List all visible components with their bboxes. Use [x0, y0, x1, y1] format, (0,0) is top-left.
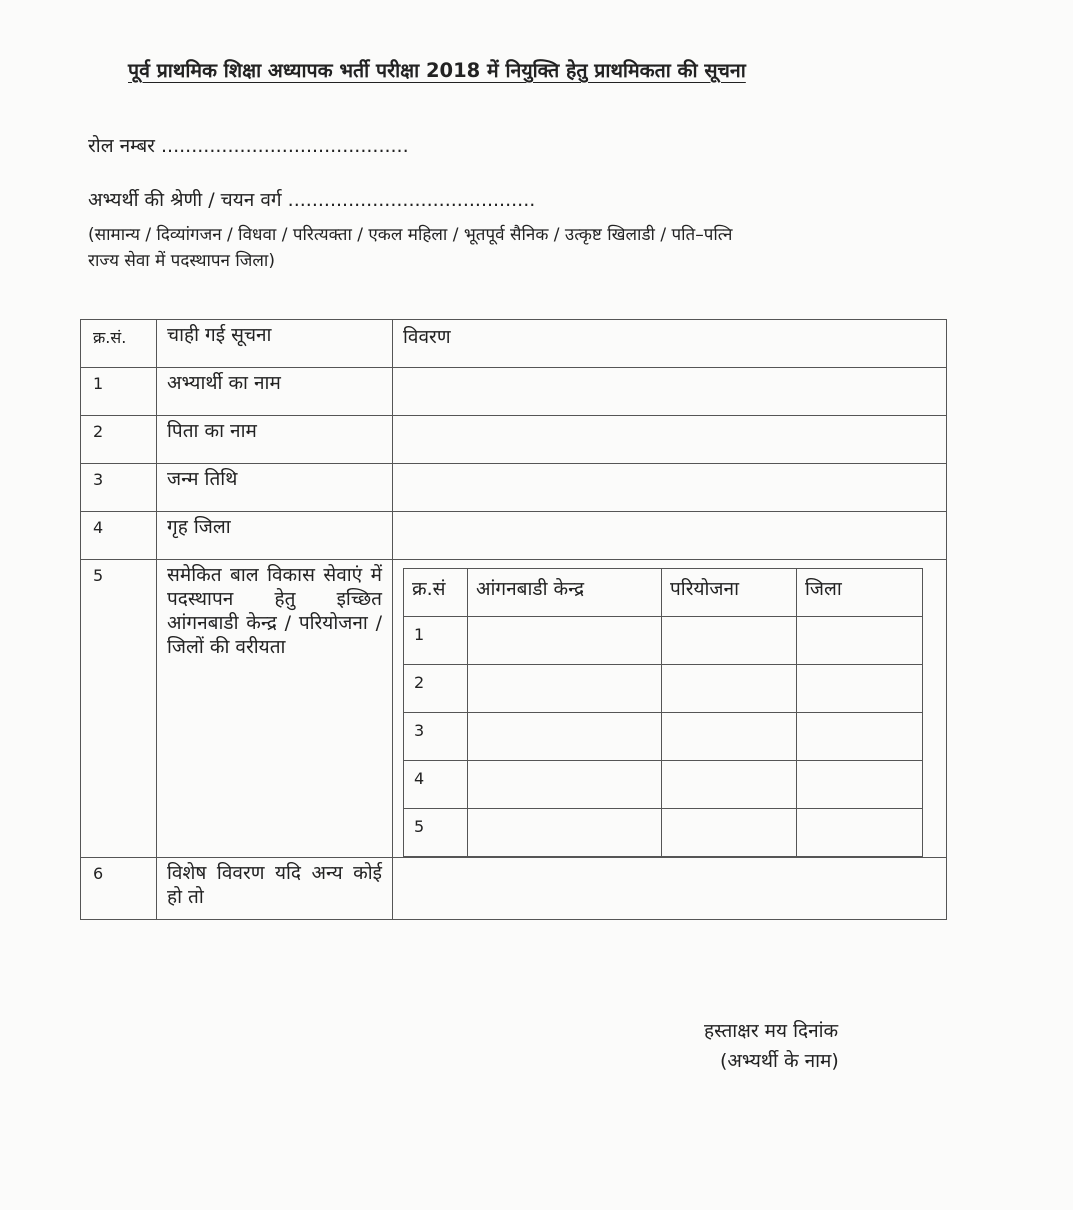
page-title: पूर्व प्राथमिक शिक्षा अध्यापक भर्ती परीक्षा 2018 में नियुक्ति हेतु प्राथमिकता की सूचना [128, 59, 746, 82]
roll-number-dots: ......................................... [161, 135, 409, 157]
roll-number-label: रोल नम्बर [88, 135, 155, 157]
row-number: 1 [81, 368, 157, 416]
pref-center-field[interactable] [468, 665, 662, 713]
row-label: अभ्यार्थी का नाम [157, 368, 393, 416]
row-label: जन्म तिथि [157, 464, 393, 512]
category-note [88, 222, 948, 274]
preference-row [404, 761, 923, 809]
category-label: अभ्यर्थी की श्रेणी / चयन वर्ग [88, 189, 282, 211]
birth-date-field[interactable] [393, 464, 947, 512]
pref-district-field[interactable] [797, 809, 923, 857]
preference-table [403, 568, 923, 857]
category-note-line2: राज्य सेवा में पदस्थापन जिला) [88, 251, 275, 271]
pref-row-number: 5 [404, 809, 468, 857]
row-label: पिता का नाम [157, 416, 393, 464]
row-number: 5 [81, 560, 157, 858]
pref-center-field[interactable] [468, 713, 662, 761]
row-number: 2 [81, 416, 157, 464]
row-number: 6 [81, 858, 157, 920]
table-header-row [81, 320, 947, 368]
table-row [81, 368, 947, 416]
pref-district-field[interactable] [797, 713, 923, 761]
pref-header-center: आंगनबाडी केन्द्र [468, 569, 662, 617]
table-row [81, 416, 947, 464]
signature-block [704, 1016, 894, 1076]
header-serial: क्र.सं. [81, 320, 157, 368]
preference-row [404, 617, 923, 665]
pref-header-project: परियोजना [662, 569, 797, 617]
row-number: 4 [81, 512, 157, 560]
category-dots: ......................................... [287, 189, 536, 211]
preference-header-row [404, 569, 923, 617]
pref-project-field[interactable] [662, 713, 797, 761]
category-row [88, 186, 535, 212]
header-details: विवरण [393, 320, 947, 368]
table-row [81, 560, 947, 858]
pref-district-field[interactable] [797, 761, 923, 809]
pref-row-number: 4 [404, 761, 468, 809]
row-label: समेकित बाल विकास सेवाएं में पदस्थापन हेतु इच्छित आंगनबाडी केन्द्र / परियोजना / जिलों की वरीयता [157, 560, 393, 858]
pref-row-number: 1 [404, 617, 468, 665]
pref-project-field[interactable] [662, 761, 797, 809]
roll-number-row [88, 132, 409, 158]
row-label: विशेष विवरण यदि अन्य कोई हो तो [157, 858, 393, 920]
info-table [80, 319, 947, 920]
pref-row-number: 3 [404, 713, 468, 761]
preference-cell [393, 560, 947, 858]
pref-district-field[interactable] [797, 665, 923, 713]
pref-center-field[interactable] [468, 617, 662, 665]
pref-header-district: जिला [797, 569, 923, 617]
pref-district-field[interactable] [797, 617, 923, 665]
candidate-name-field[interactable] [393, 368, 947, 416]
table-row [81, 858, 947, 920]
signature-label: हस्ताक्षर मय दिनांक [704, 1020, 839, 1042]
preference-row [404, 665, 923, 713]
category-note-line1: (सामान्य / दिव्यांगजन / विधवा / परित्यक्ता / एकल महिला / भूतपूर्व सैनिक / उत्कृष्ट खिलाडी / पति–पत्नि [88, 225, 733, 245]
pref-center-field[interactable] [468, 761, 662, 809]
table-row [81, 512, 947, 560]
pref-project-field[interactable] [662, 617, 797, 665]
signature-name-label: (अभ्यर्थी के नाम) [720, 1050, 839, 1072]
pref-header-serial: क्र.सं [404, 569, 468, 617]
header-info: चाही गई सूचना [157, 320, 393, 368]
pref-center-field[interactable] [468, 809, 662, 857]
pref-project-field[interactable] [662, 809, 797, 857]
preference-row [404, 713, 923, 761]
row-label: गृह जिला [157, 512, 393, 560]
row-number: 3 [81, 464, 157, 512]
father-name-field[interactable] [393, 416, 947, 464]
pref-project-field[interactable] [662, 665, 797, 713]
pref-row-number: 2 [404, 665, 468, 713]
special-details-field[interactable] [393, 858, 947, 920]
table-row [81, 464, 947, 512]
preference-row [404, 809, 923, 857]
home-district-field[interactable] [393, 512, 947, 560]
